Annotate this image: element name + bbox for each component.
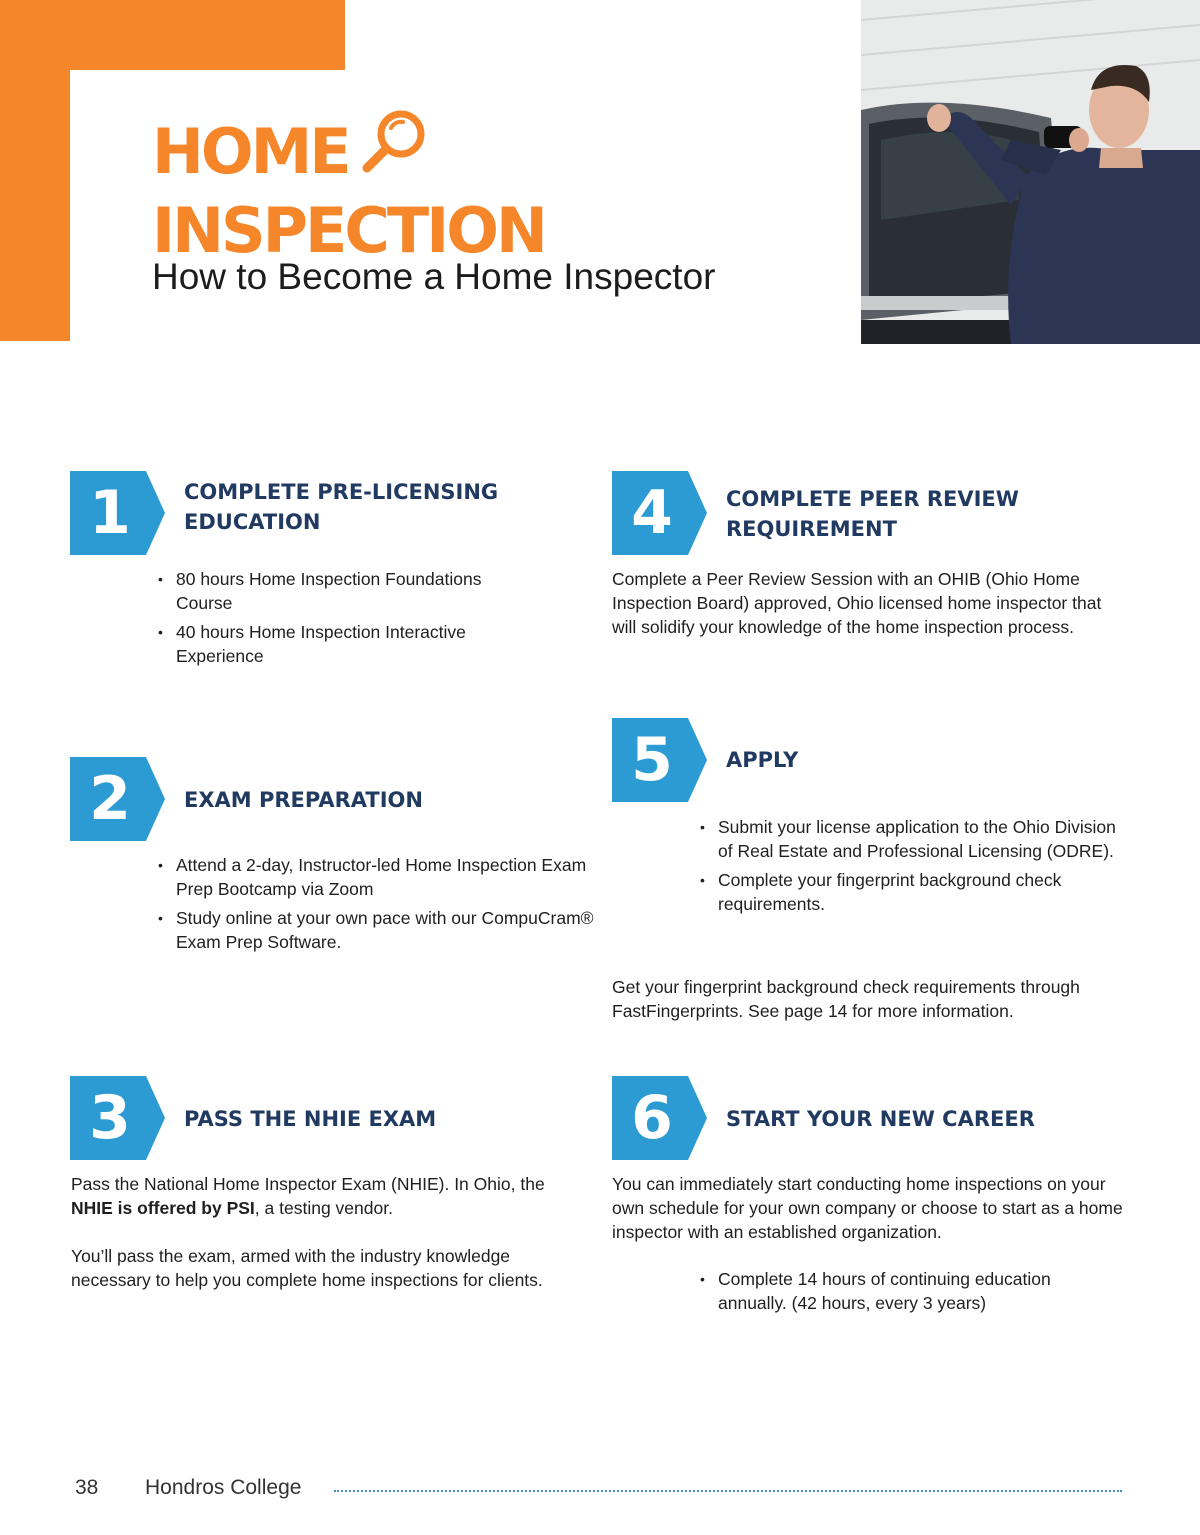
step-title: EXAM PREPARATION	[184, 788, 423, 812]
step-1-badge	[70, 471, 165, 555]
page-subtitle: How to Become a Home Inspector	[152, 256, 716, 297]
step-number: 6	[631, 1083, 673, 1153]
footer-college-name: Hondros College	[145, 1476, 302, 1499]
step-title: APPLY	[726, 748, 799, 772]
step-5-badge	[612, 718, 707, 802]
magnifying-glass-icon	[355, 104, 431, 195]
page-number: 38	[75, 1476, 99, 1499]
step-title-line: COMPLETE PEER REVIEW	[726, 487, 1019, 511]
step-title	[184, 477, 498, 537]
paragraph	[71, 1172, 581, 1220]
bold-text: NHIE is offered by PSI	[71, 1198, 255, 1218]
text-span: , a testing vendor.	[254, 1198, 393, 1218]
list-item: • Submit your license application to the Ohio Division of Real Estate and Professional Licensing (ODRE).	[700, 815, 1120, 863]
list-item: • Complete your fingerprint background check requirements.	[700, 868, 1120, 916]
step-number: 2	[89, 764, 131, 834]
step-3-badge	[70, 1076, 165, 1160]
title-text-inspection: INSPECTION	[152, 194, 545, 267]
step-4-body	[612, 567, 1112, 639]
step-4-badge	[612, 471, 707, 555]
step-title-line: COMPLETE PRE-LICENSING	[184, 480, 499, 504]
list-item: • 80 hours Home Inspection Foundations Course	[158, 567, 538, 615]
step-number: 1	[89, 478, 131, 548]
paragraph: You’ll pass the exam, armed with the industry knowledge necessary to help you complete home inspections for clients.	[71, 1246, 543, 1290]
title-text-home: HOME	[152, 114, 349, 188]
paragraph: Complete a Peer Review Session with an OHIB (Ohio Home Inspection Board) approved, Ohio licensed home inspector that will solidify your knowledge of the home inspection process.	[612, 569, 1102, 637]
text-span: Pass the National Home Inspector Exam (NHIE). In Ohio, the	[71, 1174, 545, 1194]
step-number: 3	[89, 1083, 131, 1153]
step-title-line: EDUCATION	[184, 510, 321, 534]
title-line-1	[152, 108, 545, 195]
step-title	[726, 484, 1019, 544]
step-6-bullets	[700, 1267, 1120, 1320]
step-2-body	[158, 853, 598, 959]
paragraph: You can immediately start conducting home inspections on your own schedule for your own company or choose to start as a home inspector with an established organization.	[612, 1174, 1123, 1242]
list-item: • Complete 14 hours of continuing education annually. (42 hours, every 3 years)	[700, 1267, 1120, 1315]
step-6-badge	[612, 1076, 707, 1160]
step-6-body	[612, 1172, 1132, 1244]
list-item: • Attend a 2-day, Instructor-led Home Inspection Exam Prep Bootcamp via Zoom	[158, 853, 598, 901]
step-title: PASS THE NHIE EXAM	[184, 1107, 437, 1131]
paragraph: Get your fingerprint background check requirements through FastFingerprints. See page 14 for more information.	[612, 977, 1080, 1021]
page-title	[152, 108, 545, 267]
footer-divider	[334, 1490, 1122, 1492]
list-item: • 40 hours Home Inspection Interactive Experience	[158, 620, 538, 668]
step-2-badge	[70, 757, 165, 841]
step-title: START YOUR NEW CAREER	[726, 1107, 1035, 1131]
inspector-photo	[861, 0, 1200, 344]
step-number: 4	[631, 478, 673, 548]
step-1-body	[158, 567, 538, 673]
step-5-note	[612, 975, 1152, 1023]
step-number: 5	[631, 725, 673, 795]
step-title-line: REQUIREMENT	[726, 517, 897, 541]
orange-accent-side	[0, 0, 70, 341]
step-3-body	[71, 1172, 581, 1292]
list-item: • Study online at your own pace with our CompuCram® Exam Prep Software.	[158, 906, 598, 954]
step-5-body	[700, 815, 1120, 921]
